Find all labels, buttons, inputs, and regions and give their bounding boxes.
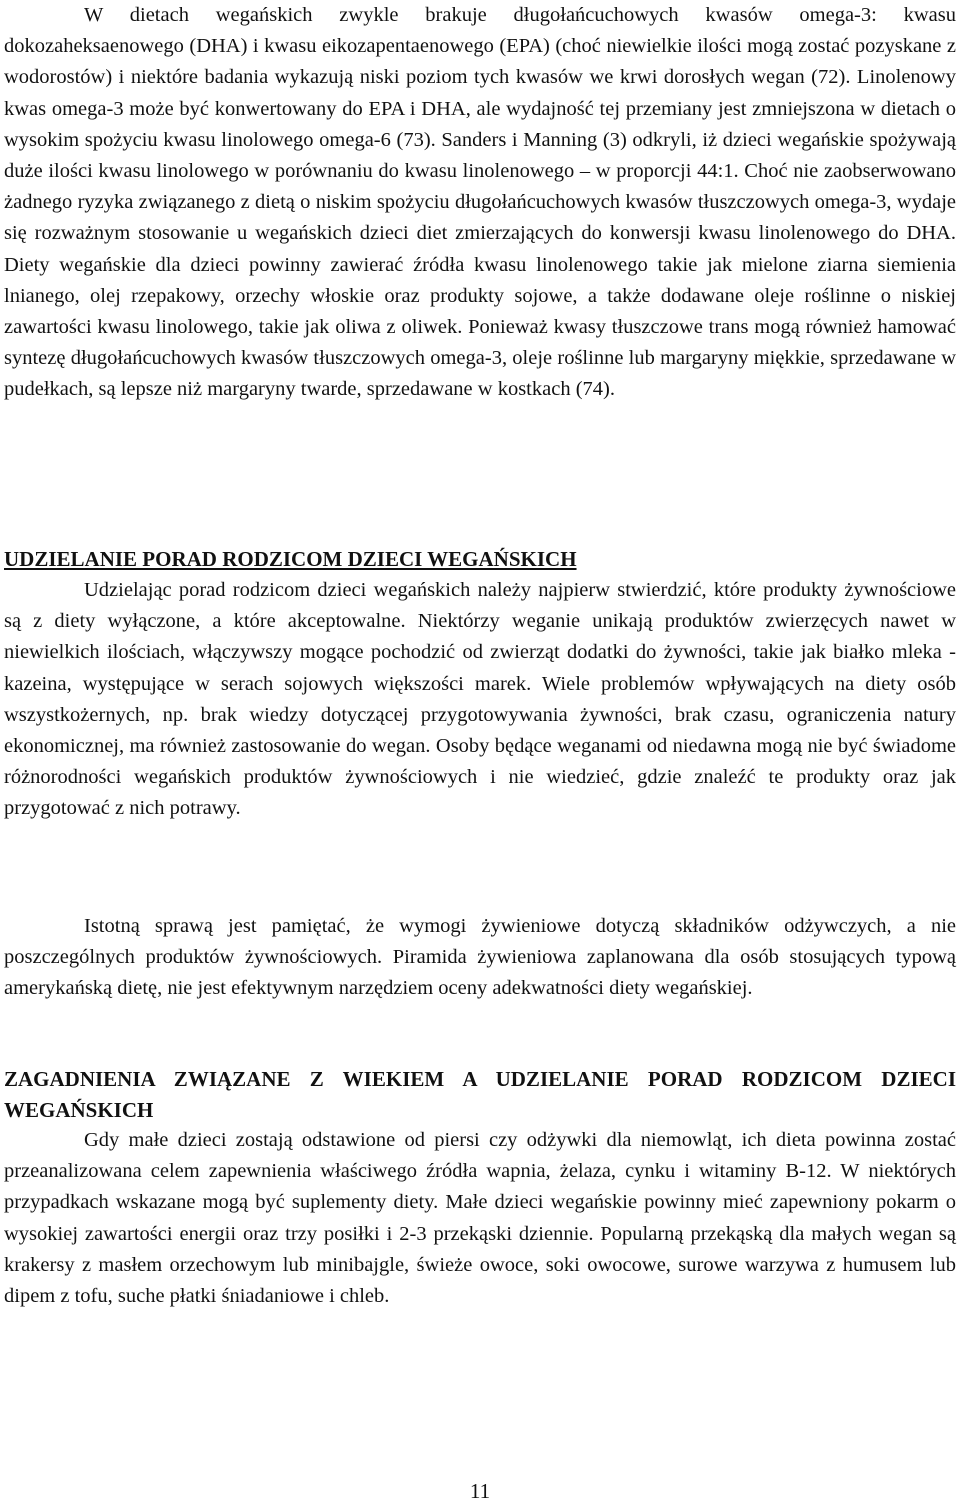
page-number: 11 <box>469 1479 491 1503</box>
paragraph-nutrient-requirements: Istotną sprawą jest pamiętać, że wymogi żywieniowe dotyczą składników odżywczych, a nie poszczególnych produktów żywnościowych. Piramida żywieniowa zaplanowana dla osób stosujących typową amerykańską dietę, nie jest efektywnym narzędziem oceny adekwatności diety wegańskiej. <box>4 915 956 1000</box>
paragraph-omega3: W dietach wegańskich zwykle brakuje długołańcuchowych kwasów omega-3: kwasu dokozaheksaenowego (DHA) i kwasu eikozapentaenowego (EPA) (choć niewielkie ilości mogą zostać pozyskane z wodorostów) i niektóre badania wykazują niski poziom tych kwasów we krwi dorosłych wegan (72). Linolenowy kwas omega-3 może być konwertowany do EPA i DHA, ale wydajność tej przemiany jest zmniejszona w dietach o wysokim spożyciu kwasu linolowego omega-6 (73). Sanders i Manning (3) odkryli, iż dzieci wegańskie spożywają duże ilości kwasu linolowego w porównaniu do kwasu linolenowego – w proporcji 44:1. Choć nie zaobserwowano żadnego ryzyka związanego z dietą o niskim spożyciu długołańcuchowych kwasów tłuszczowych omega-3, wydaje się rozważnym stosowanie u wegańskich dzieci diet zmierzających do konwersji kwasu linolenowego do DHA. Diety wegańskie dla dzieci powinny zawierać źródła kwasu linolenowego takie jak mielone ziarna siemienia lnianego, olej rzepakowy, orzechy włoskie oraz produkty sojowe, a także dodawane oleje roślinne o niskiej zawartości kwasu linolowego, takie jak oliwa z oliwek. Ponieważ kwasy tłuszczowe trans mogą również hamować syntezę długołańcuchowych kwasów tłuszczowych omega-3, oleje roślinne lub margaryny miękkie, sprzedawane w pudełkach, są lepsze niż margaryny twarde, sprzedawane w kostkach (74). <box>4 4 956 401</box>
paragraph-parental-advice: Udzielając porad rodzicom dzieci wegańskich należy najpierw stwierdzić, które produkty żywnościowe są z diety wyłączone, a które akceptowalne. Niektórzy weganie unikają produktów zwierzęcych nawet w niewielkich ilościach, włączywszy mogące pochodzić od zwierząt dodatki do żywności, takie jak białko mleka - kazeina, występujące w serach sojowych większości marek. Wiele problemów wpływających na diety osób wszystkożernych, np. brak wiedzy dotyczącej przygotowywania żywności, brak czasu, ograniczenia natury ekonomicznej, ma również zastosowanie do wegan. Osoby będące weganami od niedawna mogą nie być świadome różnorodności wegańskich produktów żywnościowych i nie wiedzieć, gdzie znaleźć te produkty oraz jak przygotować z nich potrawy. <box>4 579 956 820</box>
paragraph-weaning: Gdy małe dzieci zostają odstawione od piersi czy odżywki dla niemowląt, ich dieta powinna zostać przeanalizowana celem zapewnienia właściwego źródła wapnia, żelaza, cynku i witaminy B-12. W niektórych przypadkach wskazane mogą być suplementy diety. Małe dzieci wegańskie powinny mieć zapewniony pokarm o wysokiej zawartości energii oraz trzy posiłki i 2-3 przekąski dziennie. Popularną przekąską dla małych wegan są krakersy z masłem orzechowym lub minibajgle, świeże owoce, soki owocowe, surowe warzywa z humusem lub dipem z tofu, suche płatki śniadaniowe i chleb. <box>4 1129 956 1308</box>
section-heading-parental-advice: UDZIELANIE PORAD RODZICOM DZIECI WEGAŃSKICH <box>4 547 577 571</box>
section-heading-age-issues: ZAGADNIENIA ZWIĄZANE Z WIEKIEM A UDZIELANIE PORAD RODZICOM DZIECI WEGAŃSKICH <box>4 1067 956 1122</box>
